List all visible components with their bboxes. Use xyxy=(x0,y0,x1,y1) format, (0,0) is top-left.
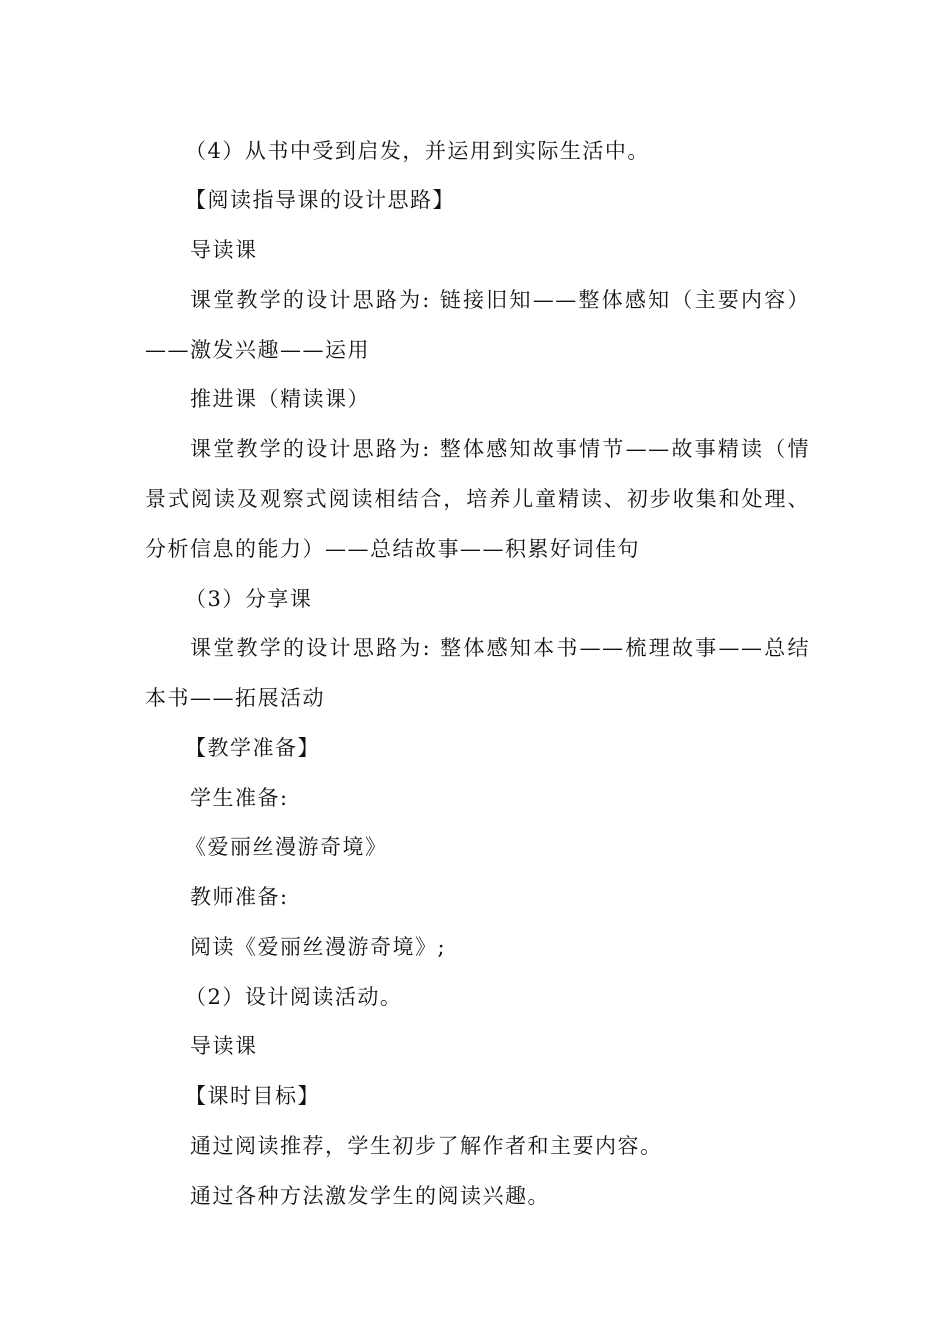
section-heading: 【课时目标】 xyxy=(185,1084,320,1108)
paragraph-line: 分析信息的能力）——总结故事——积累好词佳句 xyxy=(145,537,640,561)
book-title: 《爱丽丝漫游奇境》 xyxy=(185,835,388,859)
subheading: （3）分享课 xyxy=(185,587,313,611)
paragraph-line: 本书——拓展活动 xyxy=(145,686,325,710)
paragraph-line: 景式阅读及观察式阅读相结合，培养儿童精读、初步收集和处理、 xyxy=(145,487,810,511)
paragraph-line: 学生准备: xyxy=(190,786,289,810)
subheading: 导读课 xyxy=(190,1034,258,1058)
paragraph-line: 课堂教学的设计思路为: 整体感知本书——梳理故事——总结 xyxy=(190,636,810,660)
paragraph-line: 教师准备: xyxy=(190,885,289,909)
paragraph-line: 通过各种方法激发学生的阅读兴趣。 xyxy=(190,1184,550,1208)
paragraph-line: 阅读《爱丽丝漫游奇境》; xyxy=(190,935,447,959)
paragraph-line: （2）设计阅读活动。 xyxy=(185,985,403,1009)
paragraph-line: ——激发兴趣——运用 xyxy=(145,338,370,362)
paragraph-line: 课堂教学的设计思路为: 链接旧知——整体感知（主要内容） xyxy=(190,288,810,312)
paragraph-line: 课堂教学的设计思路为: 整体感知故事情节——故事精读（情 xyxy=(190,437,810,461)
subheading: 导读课 xyxy=(190,238,258,262)
section-heading: 【阅读指导课的设计思路】 xyxy=(185,188,455,212)
section-heading: 【教学准备】 xyxy=(185,736,320,760)
subheading: 推进课（精读课） xyxy=(190,387,370,411)
paragraph-line: （4）从书中受到启发，并运用到实际生活中。 xyxy=(185,139,650,163)
paragraph-line: 通过阅读推荐，学生初步了解作者和主要内容。 xyxy=(190,1134,663,1158)
